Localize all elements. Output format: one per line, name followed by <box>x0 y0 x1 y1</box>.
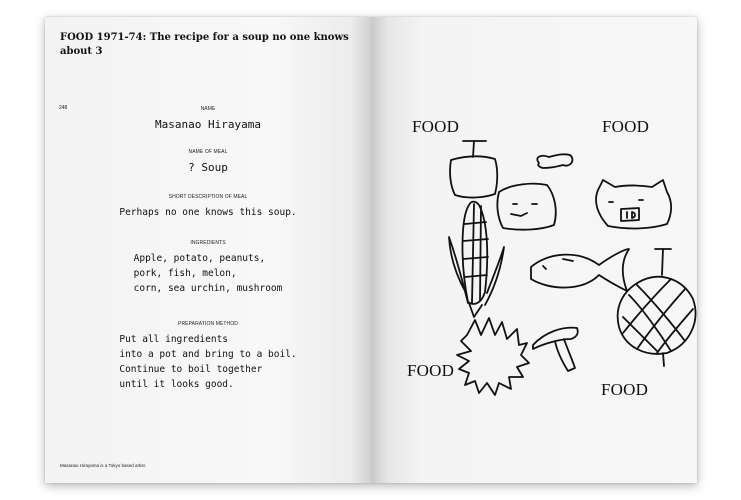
field-preparation-method <box>45 321 371 392</box>
melon-drawing <box>618 249 696 366</box>
peanut-drawing <box>537 154 572 168</box>
field-label: INGREDIENTS <box>190 240 226 246</box>
open-magazine-spread <box>45 17 697 483</box>
article-header: FOOD 1971-74: The recipe for a soup no one knows about 3 <box>60 32 349 57</box>
food-drawings <box>371 17 697 483</box>
apple-drawing <box>450 141 497 198</box>
field-label: PREPARATION METHOD <box>178 321 238 327</box>
field-ingredients <box>45 240 371 296</box>
corn-drawing <box>449 202 504 317</box>
pig-drawing <box>596 180 671 228</box>
sea-urchin-drawing <box>457 318 529 395</box>
left-page <box>45 17 371 483</box>
food-word: FOOD <box>412 117 460 136</box>
field-value: Put all ingredients into a pot and bring to a boil. Continue to boil together until it looks good. <box>119 334 297 390</box>
field-value: Apple, potato, peanuts, pork, fish, melon, corn, sea urchin, mushroom <box>133 253 283 294</box>
field-value: ? Soup <box>188 161 228 174</box>
field-label: SHORT DESCRIPTION OF MEAL <box>168 194 248 200</box>
field-label: NAME <box>200 106 216 112</box>
food-word: FOOD <box>602 117 650 136</box>
field-value: Masanao Hirayama <box>155 118 261 131</box>
food-word: FOOD <box>407 361 455 380</box>
food-word: FOOD <box>601 380 649 399</box>
potato-drawing <box>497 184 555 230</box>
mushroom-drawing <box>533 328 578 371</box>
page-number: 248 <box>59 105 68 111</box>
field-label: NAME OF MEAL <box>188 149 228 155</box>
author-footnote: Masanao Hirayama is a Tokyo based artist. <box>60 463 146 468</box>
field-short-description <box>45 194 371 220</box>
field-value: Perhaps no one knows this soup. <box>119 207 297 218</box>
fish-drawing <box>531 249 629 291</box>
right-page <box>371 17 697 483</box>
field-meal-name <box>45 149 371 175</box>
field-name <box>45 106 371 132</box>
